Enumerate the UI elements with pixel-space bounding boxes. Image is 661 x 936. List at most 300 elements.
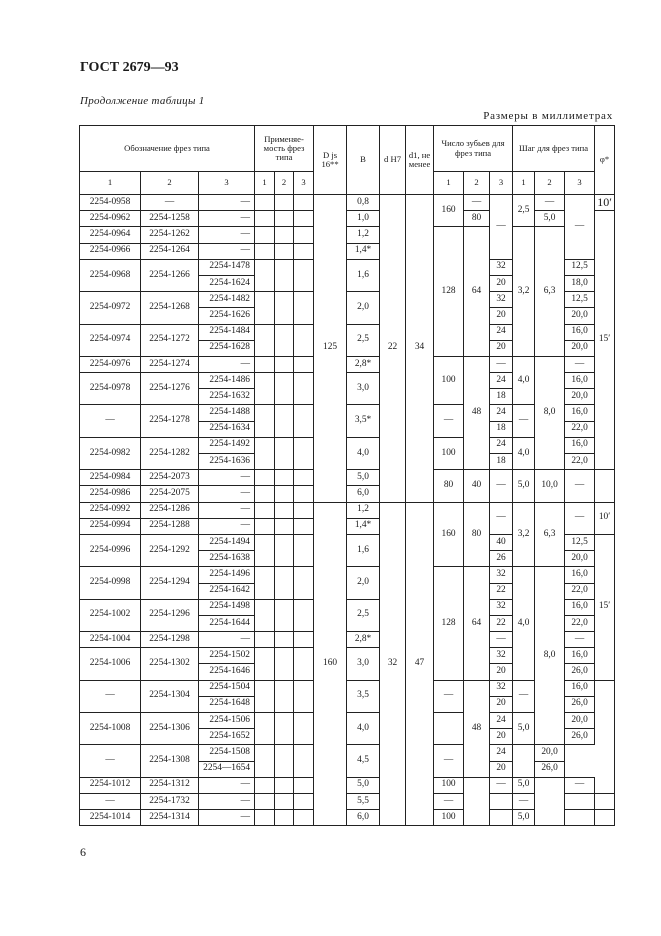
cell-type1: 2254-0964 [80,227,141,243]
cell-pitch2: 6,3 [535,502,565,567]
cell-app [255,713,275,745]
cell-app [255,292,275,324]
cell-B: 6,0 [347,486,380,502]
cell-teeth3: 20 [490,340,513,356]
cell-phi: 10′ [595,502,615,534]
cell-D: 160 [314,502,347,826]
cell-pitch2: — [535,195,565,211]
table-row [80,227,615,243]
cell-pitch2: 8,0 [535,567,565,745]
cell-pitch3: — [565,632,595,648]
cell-type3: — [199,486,255,502]
sub-2: 2 [535,172,565,195]
cell-pitch3: 20,0 [535,745,565,761]
cell-type3: 2254-1504 [199,680,255,696]
cell-B: 1,2 [347,502,380,518]
cell-app [275,745,294,777]
cell-type3: — [199,632,255,648]
cell-type2: 2254-1308 [141,745,199,777]
cell-app [275,292,294,324]
cell-type3: 2254-1628 [199,340,255,356]
cell-type3: 2254-1498 [199,599,255,615]
cell-B: 2,0 [347,292,380,324]
cell-teeth3: 18 [490,421,513,437]
cell-teeth3: 20 [490,664,513,680]
cell-pitch3: 20,0 [565,551,595,567]
cell-pitch3: 22,0 [565,454,595,470]
cell-teeth3: 24 [490,373,513,389]
cell-app [275,259,294,291]
cell-app [255,195,275,211]
cell-B: 5,0 [347,470,380,486]
cell-pitch3: 12,5 [565,259,595,275]
cell-app [255,259,275,291]
cell-type2: 2254-1278 [141,405,199,437]
cell-app [294,648,314,680]
cell-teeth3: — [490,470,513,502]
cell-B: 1,0 [347,211,380,227]
table-row [80,470,615,486]
cell-B: 3,5* [347,405,380,437]
cell-type2: 2254-1314 [141,810,199,826]
cell-app [294,292,314,324]
cell-pitch2: 8,0 [535,356,565,469]
cell-type1: 2254-0994 [80,518,141,534]
cell-pitch3: 26,0 [565,729,595,745]
cell-type2: 2254-1266 [141,259,199,291]
cell-type3: 2254-1626 [199,308,255,324]
header-B: B [347,126,380,195]
table-row [80,745,615,761]
cell-phi [595,793,615,809]
cell-B: 4,0 [347,437,380,469]
cell-app [255,534,275,566]
cell-pitch3: 16,0 [565,437,595,453]
table-row [80,211,615,227]
cell-type1: 2254-0976 [80,356,141,372]
cell-type2: 2254-1298 [141,632,199,648]
cell-pitch1: 3,2 [513,502,535,567]
cell-app [275,777,294,793]
header-phi: φ* [595,126,615,195]
cell-app [294,502,314,518]
cell-pitch3: 22,0 [565,583,595,599]
cell-teeth1: — [434,405,464,437]
cell-type1: 2254-1006 [80,648,141,680]
cell-app [275,243,294,259]
cell-B: 1,6 [347,534,380,566]
header-teeth: Число зубьев для фрез типа [434,126,513,172]
cell-app [255,324,275,356]
cell-type1: 2254-0972 [80,292,141,324]
cell-pitch1: 2,5 [513,195,535,227]
cell-type1: 2254-0986 [80,486,141,502]
table-row [80,356,615,372]
cell-teeth1: 100 [434,356,464,405]
cell-app [255,680,275,712]
cell-teeth3: 40 [490,534,513,550]
cell-app [275,599,294,631]
cell-B: 2,5 [347,599,380,631]
cell-type3: 2254-1506 [199,713,255,729]
cell-pitch3: 16,0 [565,324,595,340]
cell-phi: 15′ [595,211,615,470]
cell-pitch3: — [565,356,595,372]
cell-teeth3: 20 [490,761,513,777]
cell-teeth1: 80 [434,470,464,502]
cell-app [294,259,314,291]
cell-app [275,713,294,745]
cell-pitch3: 16,0 [565,567,595,583]
cell-type1: 2254-0996 [80,534,141,566]
cell-B: 3,5 [347,680,380,712]
cell-app [255,648,275,680]
cell-type2: 2254-1304 [141,680,199,712]
header-d: d H7 [380,126,406,195]
cell-pitch1: 4,0 [513,356,535,405]
cell-pitch3: 16,0 [565,599,595,615]
cell-app [275,502,294,518]
sub-1: 1 [255,172,275,195]
cell-teeth2: 80 [464,211,490,227]
cell-teeth1: 160 [434,502,464,567]
cell-pitch3: 22,0 [565,615,595,631]
cell-app [255,632,275,648]
sub-3: 3 [565,172,595,195]
cell-app [255,502,275,518]
cell-teeth1: 100 [434,810,464,826]
cell-app [294,437,314,469]
cell-phi [595,810,615,826]
sub-2: 2 [141,172,199,195]
cell-pitch1: 5,0 [513,713,535,745]
header-designation: Обозначение фрез типа [80,126,255,172]
cell-app [275,486,294,502]
table-row [80,405,615,421]
cell-type1: — [80,405,141,437]
table-row [80,793,615,809]
cell-app [275,680,294,712]
cell-app [294,211,314,227]
cell-app [275,405,294,437]
cell-app [255,486,275,502]
cell-type1: 2254-1012 [80,777,141,793]
cell-B: 5,5 [347,793,380,809]
cell-type2: 2254-1296 [141,599,199,631]
cell-type3: 2254-1478 [199,259,255,275]
cell-type3: — [199,211,255,227]
cell-pitch3: 18,0 [565,275,595,291]
cell-app [255,373,275,405]
standard-title: ГОСТ 2679—93 [80,60,179,75]
cell-app [275,518,294,534]
cell-teeth3 [490,810,513,826]
cell-teeth2: 64 [464,567,490,680]
cell-pitch1: 4,0 [513,437,535,469]
cell-type2: 2254-1282 [141,437,199,469]
cell-type2: 2254-1306 [141,713,199,745]
cell-B: 6,0 [347,810,380,826]
cell-d: 22 [380,195,406,503]
cell-pitch1: — [513,405,535,437]
cell-type3: — [199,810,255,826]
sub-3: 3 [199,172,255,195]
cell-teeth3: — [490,777,513,793]
cell-type3: 2254-1644 [199,615,255,631]
cell-type1: 2254-0998 [80,567,141,599]
cell-teeth2: — [464,195,490,211]
cell-pitch1: 3,2 [513,227,535,357]
cell-app [255,793,275,809]
cell-teeth3: 24 [490,437,513,453]
cell-type1: — [80,793,141,809]
cell-pitch2 [535,777,565,826]
cell-B: 1,6 [347,259,380,291]
cell-app [275,195,294,211]
cell-type2: 2254-1302 [141,648,199,680]
cell-type3: 2254-1634 [199,421,255,437]
cell-type1: 2254-0958 [80,195,141,211]
sub-2: 2 [464,172,490,195]
cell-teeth3: 32 [490,567,513,583]
cell-pitch3: 16,0 [565,373,595,389]
cell-type1: 2254-0968 [80,259,141,291]
sub-3: 3 [490,172,513,195]
milling-cutter-table [79,125,615,826]
cell-pitch3: 12,5 [565,292,595,308]
cell-app [255,599,275,631]
cell-type2: 2254-1274 [141,356,199,372]
cell-d: 32 [380,502,406,826]
cell-pitch2: 10,0 [535,470,565,502]
cell-app [294,632,314,648]
cell-app [294,680,314,712]
cell-type2: 2254-2073 [141,470,199,486]
cell-teeth1: — [434,680,464,712]
cell-type1: — [80,680,141,712]
cell-type2: 2254-1288 [141,518,199,534]
cell-app [255,470,275,486]
cell-app [294,534,314,566]
cell-pitch3: 26,0 [565,664,595,680]
cell-type2: 2254-1732 [141,793,199,809]
cell-type1: 2254-0974 [80,324,141,356]
cell-type3: — [199,793,255,809]
sub-2: 2 [275,172,294,195]
cell-B: 2,8* [347,632,380,648]
cell-app [294,567,314,599]
cell-app [294,405,314,437]
cell-B: 1,2 [347,227,380,243]
cell-teeth3: 24 [490,324,513,340]
cell-teeth2: 48 [464,356,490,469]
cell-app [255,777,275,793]
cell-pitch3: 20,0 [565,308,595,324]
cell-pitch3: 20,0 [565,389,595,405]
cell-app [294,777,314,793]
cell-B: 3,0 [347,373,380,405]
cell-type3: 2254-1648 [199,696,255,712]
cell-type2: 2254-1292 [141,534,199,566]
cell-app [275,470,294,486]
cell-teeth3: 24 [490,405,513,421]
cell-type3: 2254-1632 [199,389,255,405]
cell-teeth1 [434,713,464,745]
cell-teeth1: 100 [434,777,464,793]
cell-app [275,567,294,599]
cell-teeth3: 22 [490,583,513,599]
cell-teeth3: 32 [490,680,513,696]
cell-teeth3: 18 [490,389,513,405]
table-row [80,567,615,583]
cell-pitch3: 16,0 [565,648,595,664]
cell-app [294,745,314,777]
cell-type2: 2254-1264 [141,243,199,259]
cell-teeth1: — [434,793,464,809]
sub-1: 1 [80,172,141,195]
cell-type3: 2254-1494 [199,534,255,550]
cell-app [294,599,314,631]
cell-app [294,324,314,356]
cell-app [255,356,275,372]
cell-type2: 2254-1262 [141,227,199,243]
cell-teeth3: 18 [490,454,513,470]
cell-D: 125 [314,195,347,503]
cell-type3: 2254-1642 [199,583,255,599]
cell-teeth3: 20 [490,308,513,324]
cell-app [294,227,314,243]
cell-teeth3: 32 [490,648,513,664]
cell-phi: 10′ [595,195,615,211]
cell-app [275,632,294,648]
cell-teeth3: 24 [490,713,513,729]
cell-type2: 2254-1258 [141,211,199,227]
cell-app [255,243,275,259]
cell-teeth1: 128 [434,227,464,357]
cell-pitch3: 26,0 [535,761,565,777]
cell-type1: 2254-1014 [80,810,141,826]
cell-teeth1: 128 [434,567,464,680]
sub-1: 1 [513,172,535,195]
cell-teeth1: 160 [434,195,464,227]
cell-B: 2,5 [347,324,380,356]
cell-teeth3: — [490,632,513,648]
cell-teeth3: 26 [490,551,513,567]
header-D: D js 16** [314,126,347,195]
cell-type1: 2254-1002 [80,599,141,631]
cell-app [255,211,275,227]
cell-app [275,810,294,826]
units-note: Размеры в миллиметрах [483,110,613,122]
cell-type2: 2254-1272 [141,324,199,356]
cell-teeth3: 32 [490,259,513,275]
cell-type1: 2254-0966 [80,243,141,259]
cell-teeth2: 80 [464,502,490,567]
cell-pitch3: 16,0 [565,680,595,696]
cell-type3: 2254—1654 [199,761,255,777]
cell-pitch3: — [565,195,595,260]
cell-type3: 2254-1624 [199,275,255,291]
cell-app [275,437,294,469]
table-row [80,777,615,793]
cell-pitch3: — [565,777,595,793]
cell-app [255,745,275,777]
cell-teeth2: 64 [464,227,490,357]
cell-type1: 2254-0982 [80,437,141,469]
cell-type3: 2254-1496 [199,567,255,583]
cell-type2: 2254-2075 [141,486,199,502]
cell-teeth3: — [490,356,513,372]
cell-app [294,470,314,486]
table-row [80,713,615,729]
cell-pitch3: 26,0 [565,696,595,712]
cell-B: 1,4* [347,243,380,259]
cell-teeth3: 32 [490,292,513,308]
cell-teeth3: 24 [490,745,513,761]
cell-type3: 2254-1482 [199,292,255,308]
cell-B: 4,0 [347,713,380,745]
cell-type3: — [199,470,255,486]
cell-B: 4,5 [347,745,380,777]
cell-type1: — [80,745,141,777]
table-continuation-caption: Продолжение таблицы 1 [80,95,205,107]
cell-pitch1: — [513,680,535,712]
cell-pitch1: 5,0 [513,777,535,793]
cell-phi: 15′ [595,534,615,680]
cell-type3: 2254-1646 [199,664,255,680]
sub-1: 1 [434,172,464,195]
cell-app [294,373,314,405]
cell-type1: 2254-0978 [80,373,141,405]
cell-app [294,810,314,826]
cell-app [255,518,275,534]
cell-app [294,518,314,534]
cell-type3: 2254-1638 [199,551,255,567]
cell-pitch1 [513,745,535,777]
cell-app [255,405,275,437]
header-pitch: Шаг для фрез типа [513,126,595,172]
cell-pitch2: 6,3 [535,227,565,357]
cell-type3: 2254-1508 [199,745,255,761]
cell-app [255,810,275,826]
cell-pitch3: 22,0 [565,421,595,437]
cell-app [294,356,314,372]
table-header-row [80,126,615,172]
cell-type1: 2254-0984 [80,470,141,486]
cell-type1: 2254-0962 [80,211,141,227]
cell-app [275,211,294,227]
cell-type3: — [199,243,255,259]
header-d1: d1, не менее [406,126,434,195]
cell-teeth3: 32 [490,599,513,615]
table-row [80,680,615,696]
cell-pitch3: — [565,502,595,534]
cell-app [294,195,314,211]
cell-app [294,713,314,745]
cell-B: 0,8 [347,195,380,211]
page-number: 6 [80,845,86,859]
cell-type3: 2254-1492 [199,437,255,453]
cell-type3: 2254-1484 [199,324,255,340]
cell-teeth3: 20 [490,275,513,291]
cell-d1: 47 [406,502,434,826]
table-row [80,810,615,826]
cell-app [294,243,314,259]
cell-type3: — [199,777,255,793]
cell-app [255,227,275,243]
cell-teeth1: — [434,745,464,777]
cell-type2: 2254-1286 [141,502,199,518]
